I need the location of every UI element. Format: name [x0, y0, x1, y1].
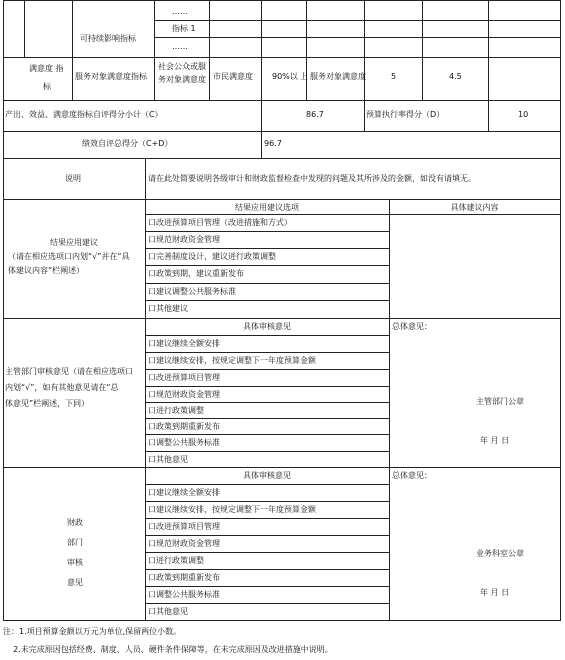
- results-option-adjust-policy[interactable]: 口完善制度设计，建议进行政策调整: [148, 252, 276, 261]
- satisfaction-label-2: 标: [43, 82, 51, 91]
- dots-top: ……: [172, 7, 188, 16]
- satisfaction-label: 满意度 指: [29, 64, 64, 73]
- note-line-1: 注：1.项目预算金额以万元为单位,保留两位小数。: [3, 627, 182, 636]
- satisfaction-object: 社会公众或服务对象满意度: [158, 62, 206, 84]
- finance-option-other[interactable]: 口其他意见: [148, 607, 188, 616]
- finance-date: 年 月 日: [480, 588, 510, 597]
- dept-review-header: 具体审核意见: [243, 322, 291, 331]
- finance-option-improve[interactable]: 口改进预算项目管理: [148, 522, 220, 531]
- satisfaction-target: 90%以: [272, 72, 298, 81]
- results-option-reissue-policy[interactable]: 口政策到期，建议重新发布: [148, 269, 244, 278]
- dept-overall-opinion: 总体意见：: [392, 322, 432, 331]
- satisfaction-score: 4.5: [449, 72, 462, 81]
- subtotal-label: 产出、效益、满意度指标自评得分小计（C）: [5, 110, 163, 119]
- satisfaction-weight: 5: [391, 72, 397, 81]
- finance-review-label: [50, 513, 100, 593]
- dept-option-full[interactable]: 口建议继续全额安排: [148, 339, 220, 348]
- dept-review-label: [5, 364, 145, 412]
- dept-option-policy[interactable]: 口进行政策调整: [148, 406, 204, 415]
- finance-option-full[interactable]: 口建议继续全额安排: [148, 488, 220, 497]
- remark-label: 说明: [65, 174, 81, 183]
- finance-label-1: 财政: [67, 518, 83, 527]
- finance-label-4: 意见: [67, 578, 83, 587]
- results-option-improve-budget[interactable]: 口改进预算项目管理（改进措施和方式）: [148, 218, 292, 227]
- total-score-label: 绩效自评总得分（C+D）: [82, 139, 173, 148]
- note-line-2: 2.未完成原因包括经费、制度、人员、硬件条件保障等，在未完成原因及改进措施中说明。: [3, 645, 333, 654]
- results-options-header: 结果应用建议选项: [235, 203, 299, 212]
- finance-option-adjust[interactable]: 口建议继续安排，按规定调整下一年度预算金额: [148, 505, 316, 514]
- dept-label-line1: 主管部门审核意见（请在相应选项口: [5, 367, 133, 376]
- dept-option-standardize[interactable]: 口规范财政资金管理: [148, 390, 220, 399]
- finance-label-3: 审核: [67, 558, 83, 567]
- finance-option-policy[interactable]: 口进行政策调整: [148, 556, 204, 565]
- satisfaction-name: 服务对象满意度: [310, 72, 366, 81]
- dept-option-reissue[interactable]: 口政策到期重新发布: [148, 422, 220, 431]
- dept-option-other[interactable]: 口其他意见: [148, 455, 188, 464]
- finance-stamp: 业务科室公章: [476, 549, 524, 558]
- total-score-value: 96.7: [264, 139, 282, 148]
- results-content-header: 具体建议内容: [450, 203, 499, 212]
- results-option-other[interactable]: 口其他建议: [148, 304, 188, 313]
- budget-execution-label: 预算执行率得分（D）: [366, 110, 445, 119]
- results-option-adjust-standard[interactable]: 口建议调整公共服务标准: [148, 287, 236, 296]
- dept-option-service[interactable]: 口调整公共服务标准: [148, 438, 220, 447]
- dots-bottom: ……: [172, 42, 188, 51]
- results-label-line3: 体建议内容”栏阐述）: [8, 266, 85, 275]
- results-option-standardize-funds[interactable]: 口规范财政资金管理: [148, 235, 220, 244]
- finance-review-header: 具体审核意见: [243, 471, 291, 480]
- satisfaction-target-plus: 上: [300, 72, 308, 81]
- finance-label-2: 部门: [67, 538, 83, 547]
- dept-option-adjust[interactable]: 口建议继续安排，按规定调整下一年度预算金额: [148, 356, 316, 365]
- sustainable-impact-label: 可持续影响指标: [80, 34, 136, 43]
- finance-overall-opinion: 总体意见：: [392, 471, 432, 480]
- dept-date: 年 月 日: [480, 436, 510, 445]
- dept-label-line2: 内划“√”，如有其他意见请在“总: [5, 383, 119, 392]
- remark-text: 请在此处简要说明各级审计和财政监督检查中发现的问题及其所涉及的金额，如没有请填无。: [148, 174, 476, 183]
- subtotal-value: 86.7: [306, 110, 324, 119]
- satisfaction-category: 服务对象满意度指标: [75, 72, 147, 81]
- finance-option-reissue[interactable]: 口政策到期重新发布: [148, 573, 220, 582]
- results-label: [4, 236, 144, 278]
- finance-option-standardize[interactable]: 口规范财政资金管理: [148, 539, 220, 548]
- dept-stamp: 主管部门公章: [476, 397, 524, 406]
- dept-option-improve[interactable]: 口改进预算项目管理: [148, 373, 220, 382]
- indicator-1: 指标 1: [172, 24, 196, 33]
- satisfaction-measure: 市民满意度: [213, 72, 253, 81]
- finance-option-service[interactable]: 口调整公共服务标准: [148, 590, 220, 599]
- dept-label-line3: 体意见”栏阐述，下同）: [5, 399, 90, 408]
- results-label-line2: （请在相应选项口内划“√”并在“具: [8, 252, 130, 261]
- budget-execution-value: 10: [518, 110, 529, 119]
- results-label-line1: 结果应用建议: [50, 238, 98, 247]
